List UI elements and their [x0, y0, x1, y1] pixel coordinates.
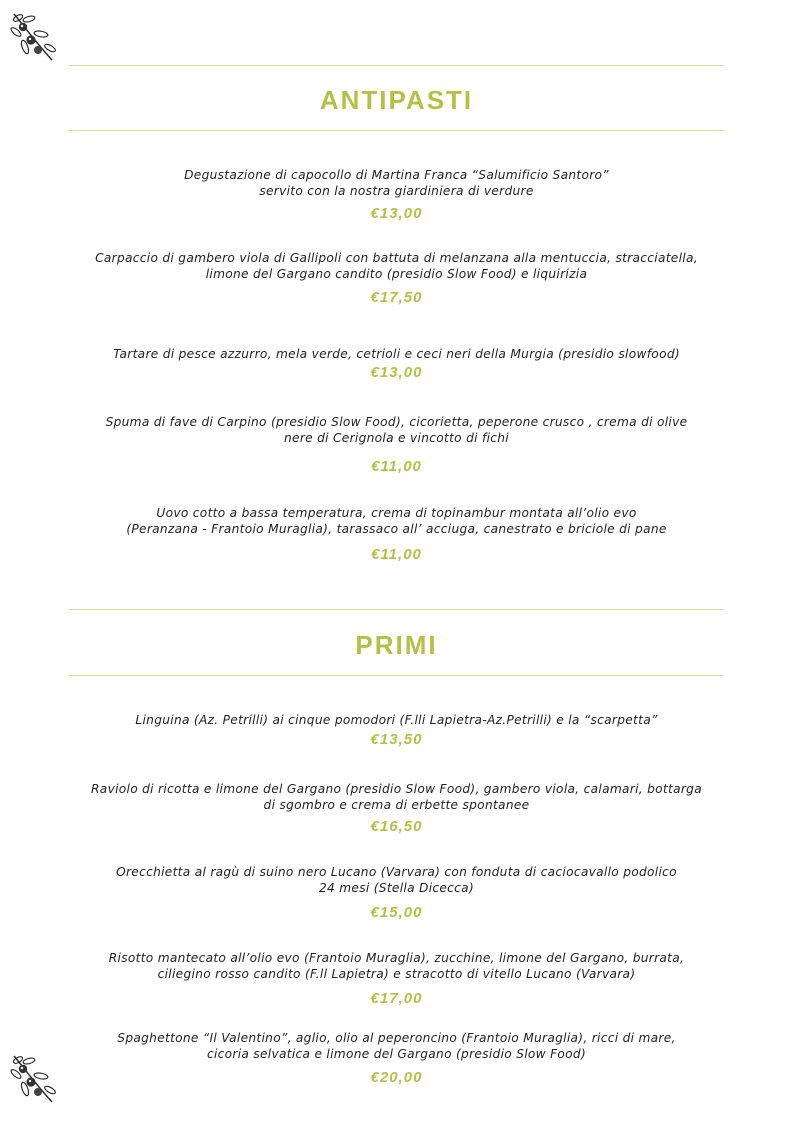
dish-price: €17,00 [370, 990, 423, 1007]
section-title-antipasti: ANTIPASTI [319, 85, 474, 115]
section-rule [69, 609, 724, 610]
dish-price: €15,00 [370, 904, 423, 921]
dish-price: €20,00 [370, 1069, 423, 1086]
dish-price: €13,00 [370, 364, 423, 381]
menu-item [69, 864, 724, 922]
dish-description: Orecchietta al ragù di suino nero Lucano (Varvara) con fonduta di caciocavallo podolico 24 mesi (Stella Dicecca) [116, 865, 677, 895]
dish-price: €16,50 [370, 818, 423, 835]
dish-description: Spaghettone “Il Valentino”, aglio, olio al peperoncino (Frantoio Muraglia), ricci di mare, cicoria selvatica e limone del Gargano (presidio Slow Food) [117, 1031, 676, 1061]
dish-price: €11,00 [371, 458, 422, 475]
dish-price: €13,50 [370, 731, 423, 748]
menu-item [69, 167, 724, 223]
menu-item [69, 250, 724, 307]
dish-description: Risotto mantecato all’olio evo (Frantoio Muraglia), zucchine, limone del Gargano, burrata, ciliegino rosso candito (F.ll Lapietra) e stracotto di vitello Lucano (Varvara) [108, 951, 685, 981]
dish-description: Carpaccio di gambero viola di Gallipoli con battuta di melanzana alla mentuccia, stracciatella, limone del Gargano candito (presidio Slow Food) e liquirizia [95, 251, 698, 281]
menu-item [69, 1030, 724, 1087]
menu-item [69, 950, 724, 1008]
dish-description: Raviolo di ricotta e limone del Gargano (presidio Slow Food), gambero viola, calamari, bottarga di sgombro e crema di erbette spontanee [91, 782, 702, 812]
dish-price: €17,50 [370, 289, 423, 306]
dish-price: €13,00 [370, 205, 423, 222]
menu-item [69, 414, 724, 476]
dish-price: €11,00 [371, 546, 422, 563]
menu-item [69, 346, 724, 382]
section-rule [69, 65, 724, 66]
menu-item [69, 505, 724, 564]
dish-description: Degustazione di capocollo di Martina Franca “Salumificio Santoro” servito con la nostra giardiniera di verdure [184, 168, 609, 198]
section-rule [69, 675, 724, 676]
dish-description: Spuma di fave di Carpino (presidio Slow Food), cicorietta, peperone crusco , crema di olive nere di Cerignola e vincotto di fichi [105, 415, 688, 445]
section-rule [69, 130, 724, 131]
dish-description: Uovo cotto a bassa temperatura, crema di topinambur montata all’olio evo (Peranzana - Frantoio Muraglia), tarassaco all’ acciuga, canestrato e briciole di pane [126, 506, 667, 536]
section-title-primi: PRIMI [355, 630, 438, 660]
dish-description: Tartare di pesce azzurro, mela verde, cetrioli e ceci neri della Murgia (presidio slowfood) [113, 347, 680, 361]
menu-item [69, 781, 724, 836]
dish-description: Linguina (Az. Petrilli) ai cinque pomodori (F.lli Lapietra-Az.Petrilli) e la “scarpetta” [135, 713, 658, 727]
olive-branch-icon [8, 1052, 58, 1107]
menu-item [69, 712, 724, 749]
olive-branch-icon [8, 10, 58, 65]
